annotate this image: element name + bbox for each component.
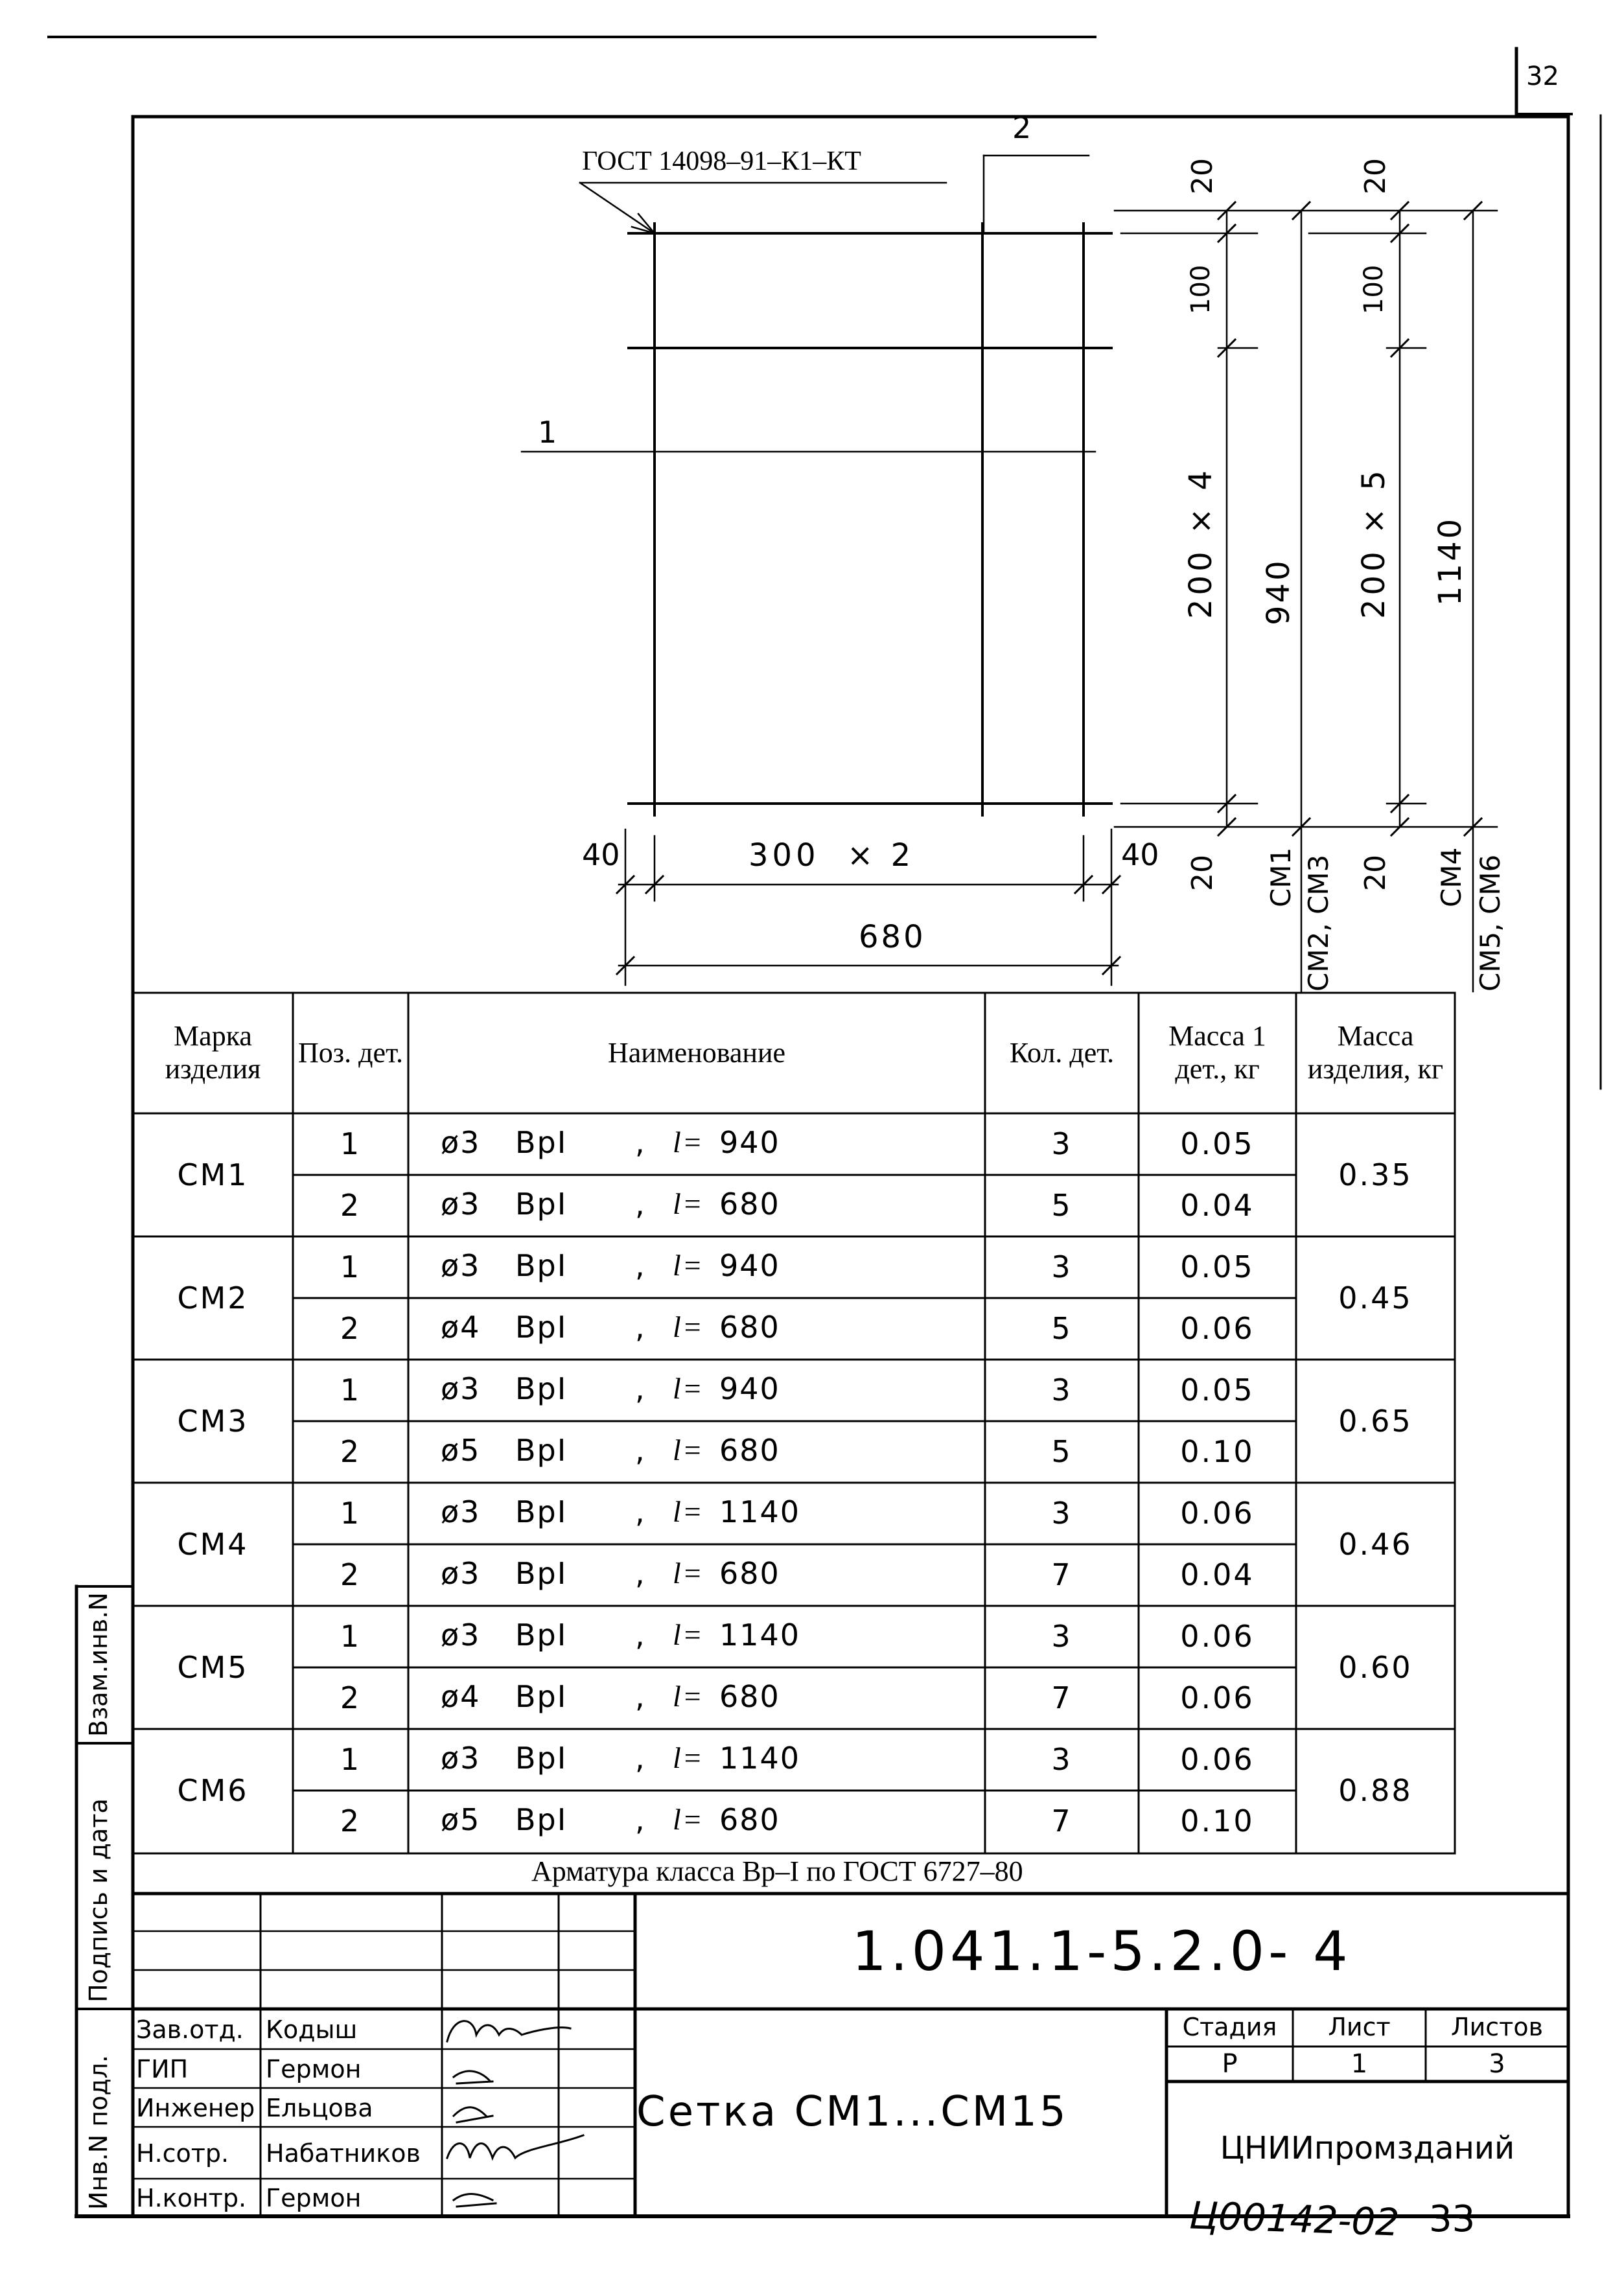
row-steel-grade: ВрI: [515, 1618, 568, 1652]
dim-940: 940: [1260, 558, 1297, 625]
row-steel-grade: ВрI: [515, 1802, 568, 1837]
label-cm4: СМ4: [1435, 847, 1467, 907]
doc-code: 1.041.1-5.2.0- 4: [852, 1919, 1352, 1983]
row-unit-mass: 0.05: [1180, 1373, 1255, 1408]
row-steel-grade: ВрI: [515, 1310, 568, 1345]
row-length-prefix: l=: [673, 1372, 704, 1405]
row-length-prefix: l=: [673, 1618, 704, 1651]
row-length-prefix: l=: [673, 1433, 704, 1467]
row-position: 1: [340, 1373, 362, 1408]
position-2-label: 2: [1012, 110, 1032, 145]
row-diameter: ø3: [441, 1248, 481, 1283]
staff-role: Н.сотр.: [136, 2139, 229, 2168]
product-total-mass: 0.60: [1338, 1649, 1413, 1685]
row-steel-grade: ВрI: [515, 1433, 568, 1468]
product-mark: СМ6: [177, 1772, 249, 1808]
row-quantity: 5: [1051, 1188, 1073, 1223]
sheet-value: 1: [1351, 2049, 1368, 2079]
row-unit-mass: 0.06: [1180, 1496, 1255, 1531]
gost-callout: ГОСТ 14098–91–К1–КТ: [582, 146, 861, 176]
row-length: 680: [719, 1310, 780, 1345]
row-separator: ,: [635, 1187, 646, 1222]
row-position: 2: [340, 1803, 362, 1839]
row-unit-mass: 0.10: [1180, 1803, 1255, 1839]
label-cm5-cm6: СМ5, СМ6: [1474, 854, 1506, 991]
row-position: 2: [340, 1680, 362, 1716]
staff-name: Ельцова: [266, 2094, 373, 2122]
row-length: 680: [719, 1556, 780, 1591]
row-length: 680: [719, 1187, 780, 1222]
header-name: Наименование: [607, 1036, 786, 1069]
side-stamp-inv: Инв.N подл.: [84, 2055, 113, 2210]
row-steel-grade: ВрI: [515, 1371, 568, 1406]
row-length-prefix: l=: [673, 1680, 704, 1713]
label-cm2-cm3: СМ2, СМ3: [1303, 854, 1334, 991]
sheet-header: Лист: [1328, 2013, 1391, 2042]
row-quantity: 3: [1051, 1619, 1073, 1654]
row-position: 1: [340, 1249, 362, 1285]
row-separator: ,: [635, 1556, 646, 1591]
row-length-prefix: l=: [673, 1495, 704, 1528]
row-length-prefix: l=: [673, 1557, 704, 1590]
row-diameter: ø5: [441, 1433, 481, 1468]
header-mass-total: Масса изделия, кг: [1307, 1020, 1444, 1085]
row-length-prefix: l=: [673, 1741, 704, 1774]
row-steel-grade: ВрI: [515, 1741, 568, 1776]
product-mark: СМ4: [177, 1526, 249, 1562]
row-unit-mass: 0.10: [1180, 1434, 1255, 1470]
row-length: 1140: [719, 1618, 801, 1652]
organization: ЦНИИпромзданий: [1220, 2130, 1515, 2167]
row-separator: ,: [635, 1802, 646, 1837]
dim-bottom-20-left: 20: [1186, 855, 1219, 891]
row-unit-mass: 0.04: [1180, 1557, 1255, 1593]
row-separator: ,: [635, 1618, 646, 1652]
row-diameter: ø4: [441, 1310, 481, 1345]
row-length-prefix: l=: [673, 1126, 704, 1159]
row-length: 1140: [719, 1494, 801, 1529]
row-position: 1: [340, 1619, 362, 1654]
product-total-mass: 0.35: [1338, 1157, 1413, 1192]
row-quantity: 3: [1051, 1742, 1073, 1778]
label-cm1: СМ1: [1265, 847, 1297, 907]
row-position: 2: [340, 1557, 362, 1593]
row-length: 940: [719, 1248, 780, 1283]
row-steel-grade: ВрI: [515, 1679, 568, 1714]
row-diameter: ø3: [441, 1741, 481, 1776]
row-position: 1: [340, 1496, 362, 1531]
row-separator: ,: [635, 1433, 646, 1468]
row-steel-grade: ВрI: [515, 1556, 568, 1591]
row-length: 680: [719, 1802, 780, 1837]
row-quantity: 7: [1051, 1680, 1073, 1716]
row-length: 1140: [719, 1741, 801, 1776]
product-total-mass: 0.65: [1338, 1403, 1413, 1439]
row-position: 1: [340, 1742, 362, 1778]
dim-100-left: 100: [1186, 264, 1216, 314]
row-position: 2: [340, 1434, 362, 1470]
archive-code: Ц00142-02: [1188, 2193, 1400, 2245]
row-length-prefix: l=: [673, 1249, 704, 1282]
dim-1140: 1140: [1432, 516, 1468, 606]
table-note: Арматура класса Вр–I по ГОСТ 6727–80: [531, 1855, 1023, 1887]
row-diameter: ø3: [441, 1187, 481, 1222]
side-stamp-vzam: Взам.инв.N: [84, 1592, 113, 1737]
dim-200x4: 200 × 4: [1183, 467, 1219, 619]
row-separator: ,: [635, 1248, 646, 1283]
row-unit-mass: 0.05: [1180, 1249, 1255, 1285]
row-length: 940: [719, 1125, 780, 1160]
stage-value: Р: [1222, 2049, 1238, 2079]
sheets-header: Листов: [1451, 2013, 1543, 2042]
row-separator: ,: [635, 1679, 646, 1714]
row-unit-mass: 0.06: [1180, 1742, 1255, 1778]
row-separator: ,: [635, 1125, 646, 1160]
header-mass-one: Масса 1 дет., кг: [1168, 1020, 1266, 1085]
stage-header: Стадия: [1182, 2013, 1277, 2042]
product-total-mass: 0.88: [1338, 1772, 1413, 1808]
row-diameter: ø3: [441, 1371, 481, 1406]
dim-300x2: 300 × 2: [748, 837, 915, 874]
header-qty: Кол. дет.: [1009, 1036, 1115, 1069]
header-pos: Поз. дет.: [298, 1036, 403, 1069]
row-separator: ,: [635, 1310, 646, 1345]
staff-role: Инженер: [136, 2094, 255, 2122]
row-unit-mass: 0.06: [1180, 1311, 1255, 1347]
row-unit-mass: 0.05: [1180, 1126, 1255, 1162]
row-quantity: 3: [1051, 1126, 1073, 1162]
row-quantity: 3: [1051, 1373, 1073, 1408]
product-mark: СМ5: [177, 1649, 249, 1685]
position-1-label: 1: [538, 415, 557, 450]
row-unit-mass: 0.06: [1180, 1619, 1255, 1654]
row-diameter: ø3: [441, 1125, 481, 1160]
row-quantity: 5: [1051, 1311, 1073, 1347]
row-length-prefix: l=: [673, 1803, 704, 1836]
row-quantity: 5: [1051, 1434, 1073, 1470]
row-length: 680: [719, 1679, 780, 1714]
staff-name: Гермон: [266, 2184, 362, 2212]
row-steel-grade: ВрI: [515, 1187, 568, 1222]
staff-name: Кодыш: [266, 2015, 358, 2044]
row-length-prefix: l=: [673, 1187, 704, 1220]
staff-role: Зав.отд.: [136, 2015, 244, 2044]
doc-title: Сетка СМ1...СМ15: [636, 2088, 1069, 2137]
product-mark: СМ1: [177, 1157, 249, 1192]
mesh-plan: [629, 224, 1111, 815]
row-steel-grade: ВрI: [515, 1248, 568, 1283]
row-diameter: ø4: [441, 1679, 481, 1714]
row-separator: ,: [635, 1494, 646, 1529]
dim-40-right: 40: [1121, 837, 1159, 872]
product-total-mass: 0.45: [1338, 1280, 1413, 1316]
row-length-prefix: l=: [673, 1310, 704, 1343]
staff-name: Гермон: [266, 2055, 362, 2083]
row-diameter: ø3: [441, 1556, 481, 1591]
staff-name: Набатников: [266, 2139, 421, 2168]
row-steel-grade: ВрI: [515, 1125, 568, 1160]
row-position: 1: [340, 1126, 362, 1162]
row-diameter: ø3: [441, 1618, 481, 1652]
page-number: 32: [1526, 62, 1559, 91]
row-separator: ,: [635, 1371, 646, 1406]
product-mark: СМ3: [177, 1403, 249, 1439]
side-stamp-podpis: Подпись и дата: [84, 1798, 113, 2002]
archive-page: 33: [1429, 2198, 1476, 2240]
dim-top-20-right: 20: [1359, 158, 1392, 194]
dim-top-20-left: 20: [1186, 158, 1219, 194]
row-quantity: 7: [1051, 1803, 1073, 1839]
dim-40-left: 40: [582, 837, 620, 872]
row-diameter: ø3: [441, 1494, 481, 1529]
staff-role: Н.контр.: [136, 2184, 247, 2212]
row-unit-mass: 0.06: [1180, 1680, 1255, 1716]
dim-bottom-20-right: 20: [1359, 855, 1392, 891]
row-quantity: 3: [1051, 1496, 1073, 1531]
dim-200x5: 200 × 5: [1356, 467, 1392, 619]
row-quantity: 7: [1051, 1557, 1073, 1593]
staff-role: ГИП: [136, 2055, 189, 2083]
product-total-mass: 0.46: [1338, 1526, 1413, 1562]
dim-680: 680: [859, 919, 926, 955]
row-quantity: 3: [1051, 1249, 1073, 1285]
sheets-value: 3: [1489, 2049, 1505, 2079]
header-mark: Марка изделия: [165, 1020, 261, 1085]
row-separator: ,: [635, 1741, 646, 1776]
row-length: 940: [719, 1371, 780, 1406]
row-length: 680: [719, 1433, 780, 1468]
row-diameter: ø5: [441, 1802, 481, 1837]
row-unit-mass: 0.04: [1180, 1188, 1255, 1223]
row-position: 2: [340, 1188, 362, 1223]
row-position: 2: [340, 1311, 362, 1347]
product-mark: СМ2: [177, 1280, 249, 1316]
row-steel-grade: ВрI: [515, 1494, 568, 1529]
dim-100-right: 100: [1359, 264, 1389, 314]
